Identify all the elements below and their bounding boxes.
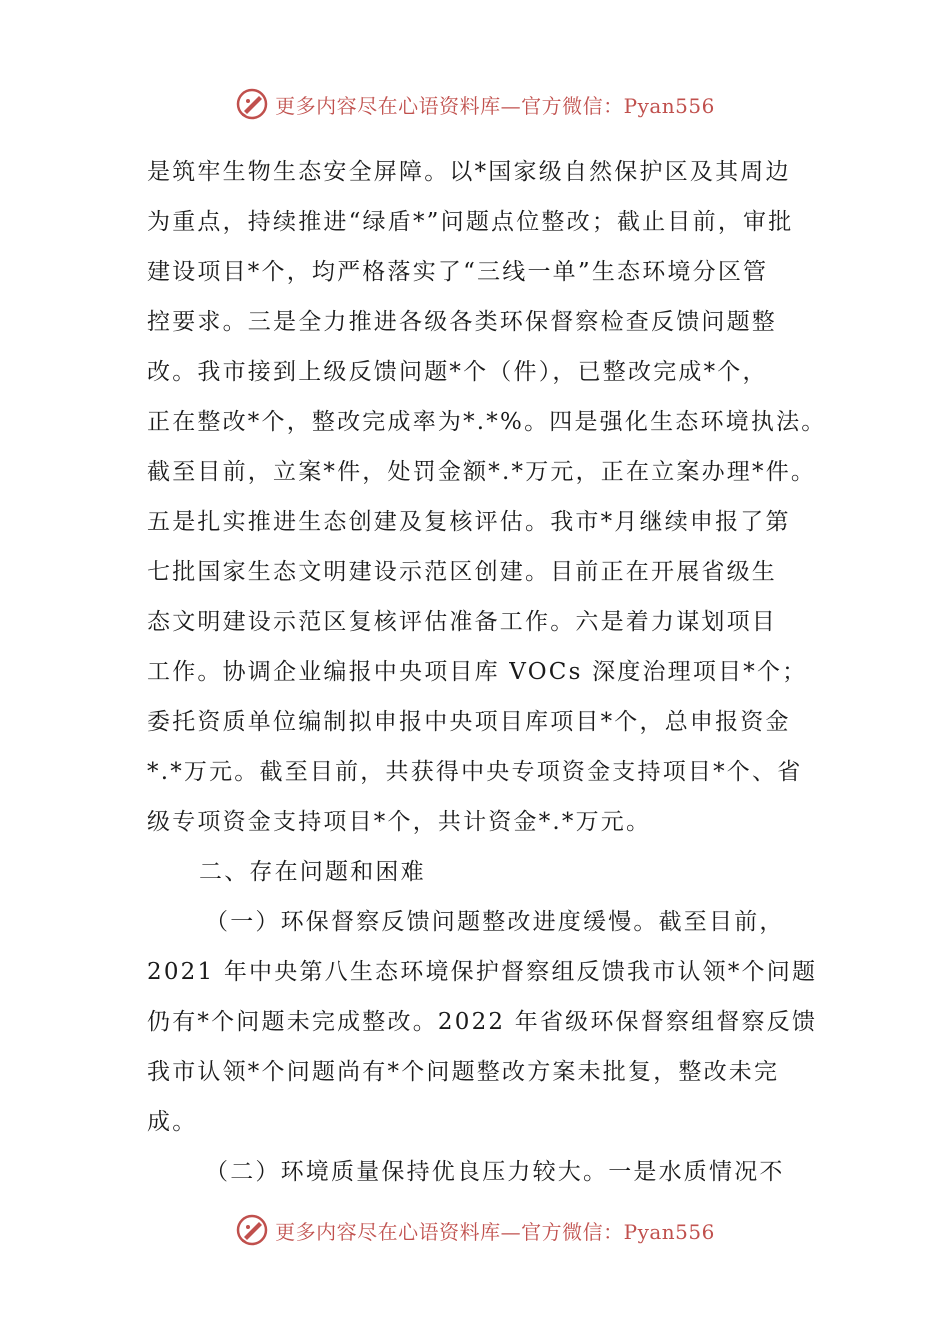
- pen-seal-icon: [235, 87, 269, 121]
- paragraph-line: 五是扎实推进生态创建及复核评估。我市*月继续申报了第: [147, 509, 791, 535]
- paragraph-line: 控要求。三是全力推进各级各类环保督察检查反馈问题整: [147, 309, 777, 335]
- header-banner: [0, 84, 950, 124]
- paragraph-line: 2021 年中央第八生态环境保护督察组反馈我市认领*个问题: [147, 959, 818, 985]
- section-heading: 二、存在问题和困难: [199, 859, 426, 885]
- paragraph-line: 七批国家生态文明建设示范区创建。目前正在开展省级生: [147, 559, 777, 585]
- paragraph-line: 我市认领*个问题尚有*个问题整改方案未批复，整改未完: [147, 1059, 780, 1085]
- banner-text: 更多内容尽在心语资料库—官方微信：Pyan556: [275, 93, 715, 118]
- banner-text: 更多内容尽在心语资料库—官方微信：Pyan556: [275, 1219, 715, 1244]
- paragraph-line: 是筑牢生物生态安全屏障。以*国家级自然保护区及其周边: [147, 159, 791, 185]
- paragraph-line: 截至目前，立案*件，处罚金额*.*万元，正在立案办理*件。: [147, 459, 817, 485]
- paragraph-line: 委托资质单位编制拟申报中央项目库项目*个，总申报资金: [147, 709, 791, 735]
- footer-banner: [0, 1210, 950, 1250]
- paragraph-line: 改。我市接到上级反馈问题*个（件），已整改完成*个，: [147, 359, 768, 385]
- paragraph-line: 仍有*个问题未完成整改。2022 年省级环保督察组督察反馈: [147, 1009, 818, 1035]
- paragraph-line: 级专项资金支持项目*个，共计资金*.*万元。: [147, 809, 652, 835]
- pen-seal-icon: [235, 1213, 269, 1247]
- paragraph-line: 成。: [147, 1109, 198, 1135]
- paragraph-line: 态文明建设示范区复核评估准备工作。六是着力谋划项目: [147, 609, 777, 635]
- subsection-heading-line: （一）环保督察反馈问题整改进度缓慢。截至目前，: [205, 909, 785, 935]
- subsection-heading-line: （二）环境质量保持优良压力较大。一是水质情况不: [205, 1159, 785, 1185]
- paragraph-line: 为重点，持续推进“绿盾*”问题点位整改；截止目前，审批: [147, 209, 794, 235]
- paragraph-line: 工作。协调企业编报中央项目库 VOCs 深度治理项目*个；: [147, 659, 808, 685]
- paragraph-line: *.*万元。截至目前，共获得中央专项资金支持项目*个、省: [147, 759, 803, 785]
- document-body: [147, 147, 827, 1197]
- paragraph-line: 正在整改*个，整改完成率为*.*%。四是强化生态环境执法。: [147, 409, 827, 435]
- paragraph-line: 建设项目*个，均严格落实了“三线一单”生态环境分区管: [147, 259, 769, 285]
